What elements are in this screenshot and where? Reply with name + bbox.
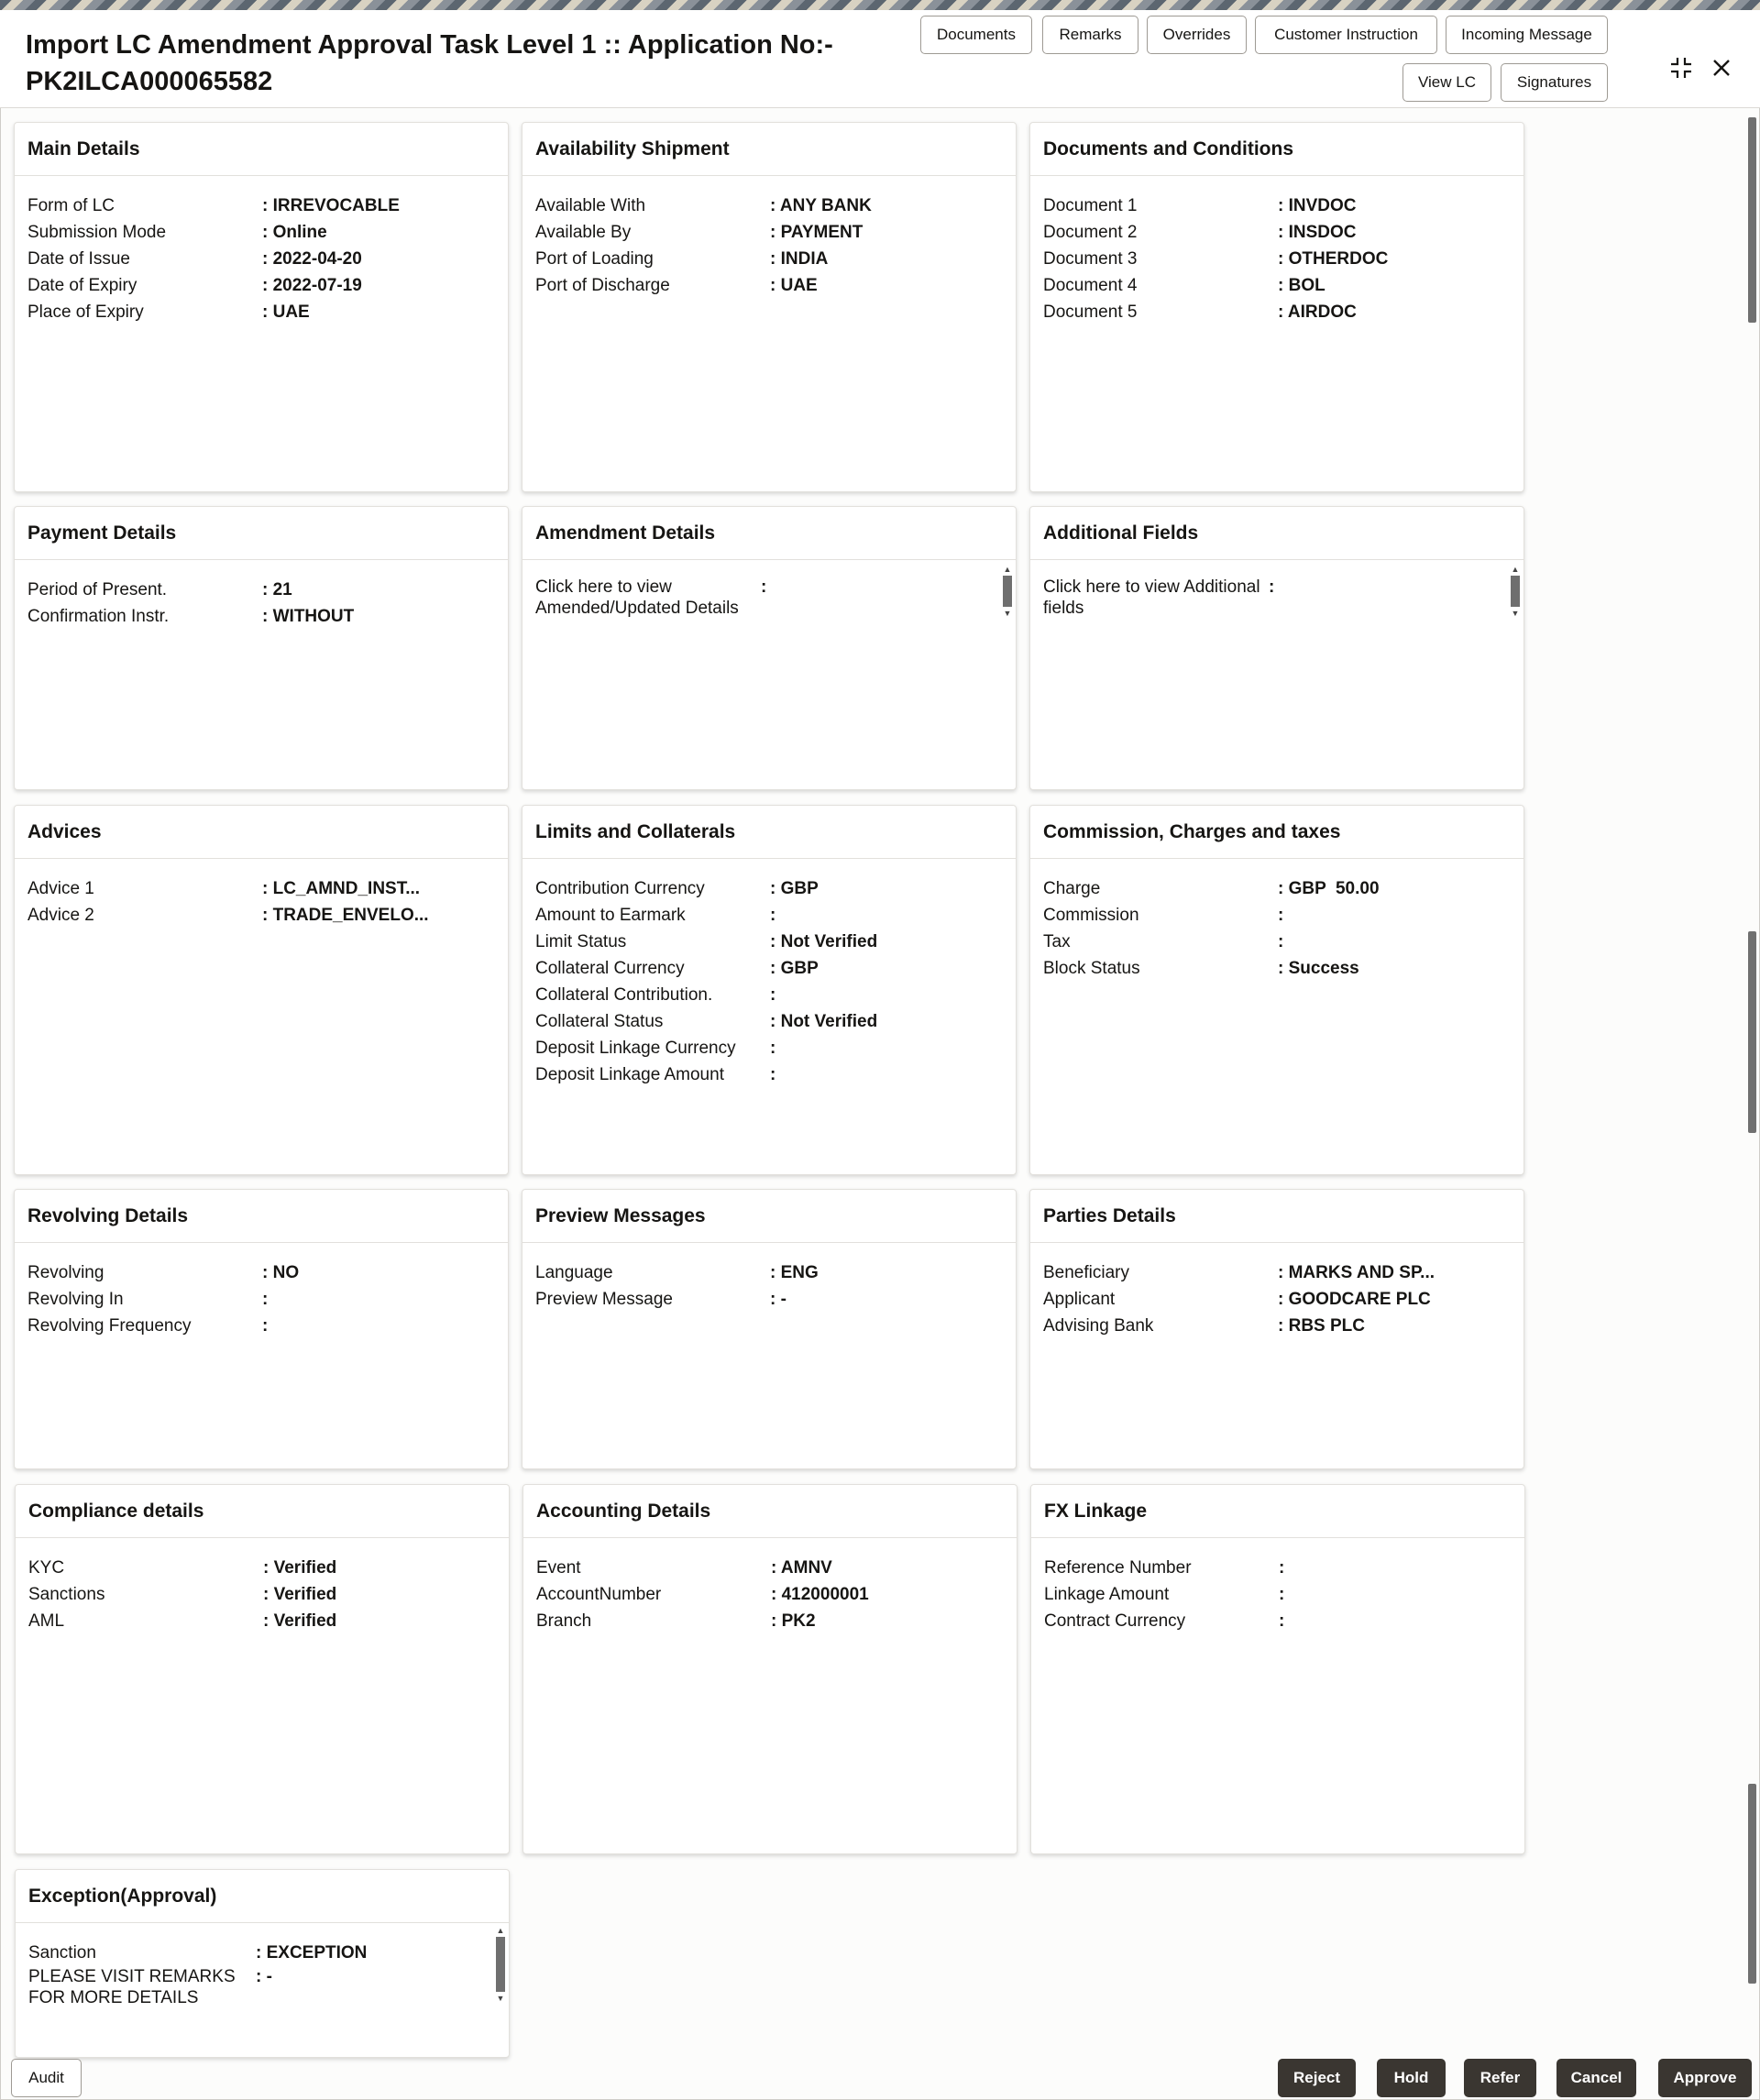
field-value: : — [770, 985, 776, 1005]
card-title: Revolving Details — [15, 1190, 508, 1243]
detail-row — [15, 192, 508, 219]
documents-conditions-card — [1029, 122, 1524, 492]
field-label: Collateral Status — [535, 1012, 664, 1031]
overrides-button[interactable]: Overrides — [1147, 16, 1247, 54]
field-label: Document 2 — [1043, 223, 1138, 242]
detail-row — [15, 875, 508, 902]
field-value: : AMNV — [771, 1558, 832, 1578]
compress-icon[interactable] — [1667, 54, 1695, 82]
field-label: Preview Message — [535, 1290, 673, 1309]
field-value: : UAE — [770, 276, 818, 295]
field-value: : GBP 50.00 — [1278, 879, 1380, 898]
detail-row — [15, 603, 508, 630]
revolving-details-card — [14, 1189, 509, 1469]
payment-details-card — [14, 506, 509, 790]
view-lc-button[interactable]: View LC — [1402, 63, 1491, 102]
page-scrollbar-thumb[interactable] — [1748, 1784, 1756, 1984]
field-value: : - — [256, 1967, 272, 1986]
card-scrollbar[interactable] — [496, 1926, 505, 2003]
field-value: : — [770, 1039, 776, 1058]
detail-row — [1030, 192, 1524, 219]
field-label: Revolving — [28, 1263, 104, 1282]
detail-row — [522, 902, 1016, 929]
detail-row — [1030, 272, 1524, 299]
field-label: Limit Status — [535, 932, 627, 951]
detail-row — [15, 902, 508, 929]
signatures-button[interactable]: Signatures — [1501, 63, 1608, 102]
field-label: Reference Number — [1044, 1558, 1192, 1578]
card-scrollbar[interactable] — [1003, 565, 1012, 618]
field-label: Advice 2 — [28, 906, 94, 925]
field-value: : RBS PLC — [1278, 1316, 1365, 1336]
scroll-thumb[interactable] — [1511, 576, 1520, 607]
card-title: FX Linkage — [1031, 1485, 1524, 1538]
field-label: Revolving In — [28, 1290, 124, 1309]
field-value: : Verified — [263, 1585, 337, 1604]
field-value: : INDIA — [770, 249, 829, 269]
field-label: Contract Currency — [1044, 1611, 1186, 1631]
card-title: Additional Fields — [1030, 507, 1524, 560]
field-value: : EXCEPTION — [256, 1943, 368, 1963]
field-label: Commission — [1043, 906, 1139, 925]
detail-row — [1030, 902, 1524, 929]
detail-row — [522, 1259, 1016, 1286]
detail-row — [1030, 1313, 1524, 1339]
modal-header — [0, 10, 1760, 108]
field-value: : — [761, 577, 767, 597]
detail-row — [15, 1259, 508, 1286]
detail-row — [15, 1286, 508, 1313]
field-label: Advice 1 — [28, 879, 94, 898]
card-title: Availability Shipment — [522, 123, 1016, 176]
field-value: : INSDOC — [1278, 223, 1357, 242]
card-title: Limits and Collaterals — [522, 806, 1016, 859]
exception-approval-card — [15, 1869, 510, 2058]
additional-fields-card — [1029, 506, 1524, 790]
page-scrollbar-thumb[interactable] — [1748, 117, 1756, 323]
field-value: : Success — [1278, 959, 1359, 978]
field-label: Revolving Frequency — [28, 1316, 192, 1336]
cancel-button[interactable]: Cancel — [1556, 2059, 1636, 2097]
detail-row — [16, 1581, 509, 1608]
field-label: AML — [28, 1611, 65, 1631]
field-label: Submission Mode — [28, 223, 167, 242]
additional-fields-link-row[interactable] — [1030, 577, 1524, 619]
field-value: : AIRDOC — [1278, 302, 1357, 322]
detail-row — [522, 982, 1016, 1008]
card-title: Preview Messages — [522, 1190, 1016, 1243]
field-value: : ANY BANK — [770, 196, 872, 215]
field-label: Sanction — [28, 1943, 96, 1963]
card-title: Main Details — [15, 123, 508, 176]
detail-row — [522, 246, 1016, 272]
field-label: Form of LC — [28, 196, 116, 215]
field-label: PLEASE VISIT REMARKS FOR MORE DETAILS — [28, 1967, 236, 2007]
field-value: : TRADE_ENVELO... — [262, 906, 429, 925]
field-label: Date of Expiry — [28, 276, 138, 295]
field-label: Deposit Linkage Currency — [535, 1039, 736, 1058]
card-scrollbar[interactable] — [1511, 565, 1520, 618]
page-scrollbar-thumb[interactable] — [1748, 931, 1756, 1133]
field-label: AccountNumber — [536, 1585, 662, 1604]
field-value: : 21 — [262, 580, 292, 599]
field-label: Date of Issue — [28, 249, 130, 269]
field-label: Charge — [1043, 879, 1101, 898]
field-value: : GBP — [770, 959, 819, 978]
parties-details-card — [1029, 1189, 1524, 1469]
close-icon[interactable] — [1708, 54, 1735, 82]
amended-details-link-row[interactable] — [522, 577, 1016, 619]
detail-row — [15, 272, 508, 299]
field-value: : — [770, 906, 776, 925]
detail-row — [522, 1035, 1016, 1061]
customer-instruction-button[interactable]: Customer Instruction — [1255, 16, 1437, 54]
field-value: : WITHOUT — [262, 607, 355, 626]
field-label: Applicant — [1043, 1290, 1116, 1309]
advices-card — [14, 805, 509, 1175]
card-title: Exception(Approval) — [16, 1870, 509, 1923]
fx-linkage-card — [1030, 1484, 1525, 1854]
detail-row — [15, 577, 508, 603]
field-label: KYC — [28, 1558, 65, 1578]
scroll-down-icon[interactable]: ▼ — [496, 1994, 505, 2003]
field-value: : MARKS AND SP... — [1278, 1263, 1436, 1282]
field-label: Deposit Linkage Amount — [535, 1065, 724, 1084]
card-title: Documents and Conditions — [1030, 123, 1524, 176]
incoming-message-button[interactable]: Incoming Message — [1446, 16, 1608, 54]
field-label: Tax — [1043, 932, 1071, 951]
card-title: Compliance details — [16, 1485, 509, 1538]
field-value: : — [1278, 932, 1284, 951]
detail-row — [1030, 955, 1524, 982]
detail-row — [16, 1608, 509, 1634]
field-label: Available By — [535, 223, 632, 242]
field-label: Contribution Currency — [535, 879, 705, 898]
card-title: Advices — [15, 806, 508, 859]
top-banner-strip — [0, 0, 1760, 10]
card-title: Parties Details — [1030, 1190, 1524, 1243]
detail-row — [1031, 1555, 1524, 1581]
scroll-up-icon[interactable]: ▲ — [496, 1926, 505, 1935]
audit-button[interactable]: Audit — [11, 2059, 82, 2097]
field-value: : - — [770, 1290, 786, 1309]
field-label: Advising Bank — [1043, 1316, 1154, 1336]
detail-row — [1030, 299, 1524, 325]
detail-row — [522, 1286, 1016, 1313]
field-value: : Verified — [263, 1611, 337, 1631]
card-title: Commission, Charges and taxes — [1030, 806, 1524, 859]
detail-row — [522, 875, 1016, 902]
field-value: : — [770, 1065, 776, 1084]
field-label: Event — [536, 1558, 581, 1578]
additional-fields-link[interactable]: Click here to view Additional fields — [1043, 577, 1260, 618]
detail-row — [15, 299, 508, 325]
detail-row — [522, 192, 1016, 219]
field-value: : LC_AMND_INST... — [262, 879, 421, 898]
card-title: Amendment Details — [522, 507, 1016, 560]
field-value: : 2022-07-19 — [262, 276, 362, 295]
detail-row — [522, 929, 1016, 955]
approve-button[interactable]: Approve — [1658, 2059, 1752, 2097]
field-value: : 412000001 — [771, 1585, 869, 1604]
scroll-up-icon[interactable]: ▲ — [1511, 565, 1520, 574]
detail-row — [1030, 1286, 1524, 1313]
detail-row — [15, 1313, 508, 1339]
field-label: Branch — [536, 1611, 592, 1631]
detail-row — [1031, 1581, 1524, 1608]
field-label: Beneficiary — [1043, 1263, 1129, 1282]
field-label: Language — [535, 1263, 613, 1282]
refer-button[interactable]: Refer — [1464, 2059, 1536, 2097]
availability-shipment-card — [522, 122, 1017, 492]
field-value: : — [1279, 1585, 1285, 1604]
field-label: Document 5 — [1043, 302, 1138, 322]
card-title: Accounting Details — [523, 1485, 1017, 1538]
field-label: Document 1 — [1043, 196, 1138, 215]
page-title: Import LC Amendment Approval Task Level 1 :: Application No:- PK2ILCA000065582 — [26, 30, 833, 96]
commission-charges-taxes-card — [1029, 805, 1524, 1175]
field-label: Block Status — [1043, 959, 1140, 978]
detail-row — [1030, 246, 1524, 272]
detail-row — [1030, 219, 1524, 246]
field-value: : IRREVOCABLE — [262, 196, 400, 215]
field-label: Available With — [535, 196, 646, 215]
amendment-details-card — [522, 506, 1017, 790]
field-label: Document 4 — [1043, 276, 1138, 295]
preview-messages-card — [522, 1189, 1017, 1469]
detail-row — [1030, 875, 1524, 902]
detail-row — [522, 272, 1016, 299]
field-value: : PK2 — [771, 1611, 816, 1631]
detail-row — [15, 219, 508, 246]
field-value: : — [1269, 577, 1275, 597]
detail-row — [1030, 929, 1524, 955]
field-value: : NO — [262, 1263, 300, 1282]
detail-row — [1031, 1608, 1524, 1634]
scroll-thumb[interactable] — [1003, 576, 1012, 607]
field-label: Collateral Currency — [535, 959, 685, 978]
scroll-up-icon[interactable]: ▲ — [1003, 565, 1012, 574]
amended-details-link[interactable]: Click here to view Amended/Updated Details — [535, 577, 739, 618]
accounting-details-card — [522, 1484, 1018, 1854]
detail-row — [523, 1581, 1017, 1608]
scroll-down-icon[interactable]: ▼ — [1003, 609, 1012, 618]
field-label: Period of Present. — [28, 580, 168, 599]
field-label: Port of Discharge — [535, 276, 670, 295]
detail-row — [1030, 1259, 1524, 1286]
field-value: : — [1278, 906, 1284, 925]
field-value: : ENG — [770, 1263, 819, 1282]
detail-row — [16, 1555, 509, 1581]
reject-button[interactable]: Reject — [1278, 2059, 1356, 2097]
field-value: : GOODCARE PLC — [1278, 1290, 1431, 1309]
scroll-down-icon[interactable]: ▼ — [1511, 609, 1520, 618]
field-value: : BOL — [1278, 276, 1326, 295]
scroll-thumb[interactable] — [496, 1937, 505, 1992]
limits-collaterals-card — [522, 805, 1017, 1175]
detail-row — [522, 1008, 1016, 1035]
detail-row — [523, 1555, 1017, 1581]
field-label: Document 3 — [1043, 249, 1138, 269]
detail-row — [16, 1966, 509, 2008]
compliance-details-card — [15, 1484, 510, 1854]
field-value: : UAE — [262, 302, 310, 322]
field-value: : GBP — [770, 879, 819, 898]
field-value: : Not Verified — [770, 1012, 878, 1031]
detail-row — [16, 1940, 509, 1966]
field-value: : INVDOC — [1278, 196, 1357, 215]
field-value: : — [262, 1290, 269, 1309]
field-value: : — [1279, 1611, 1285, 1631]
field-label: Sanctions — [28, 1585, 105, 1604]
field-label: Collateral Contribution. — [535, 985, 713, 1005]
field-label: Confirmation Instr. — [28, 607, 170, 626]
detail-row — [522, 219, 1016, 246]
field-label: Amount to Earmark — [535, 906, 686, 925]
field-value: : Not Verified — [770, 932, 878, 951]
field-label: Linkage Amount — [1044, 1585, 1170, 1604]
detail-row — [522, 955, 1016, 982]
main-details-card — [14, 122, 509, 492]
field-value: : — [1279, 1558, 1285, 1578]
field-label: Port of Loading — [535, 249, 654, 269]
remarks-button[interactable]: Remarks — [1042, 16, 1138, 54]
field-value: : OTHERDOC — [1278, 249, 1389, 269]
detail-row — [15, 246, 508, 272]
documents-button[interactable]: Documents — [920, 16, 1032, 54]
detail-row — [522, 1061, 1016, 1088]
field-value: : Online — [262, 223, 327, 242]
field-value: : Verified — [263, 1558, 337, 1578]
field-value: : — [262, 1316, 269, 1336]
field-value: : 2022-04-20 — [262, 249, 362, 269]
field-label: Place of Expiry — [28, 302, 144, 322]
field-value: : PAYMENT — [770, 223, 864, 242]
detail-row — [523, 1608, 1017, 1634]
card-title: Payment Details — [15, 507, 508, 560]
hold-button[interactable]: Hold — [1377, 2059, 1446, 2097]
